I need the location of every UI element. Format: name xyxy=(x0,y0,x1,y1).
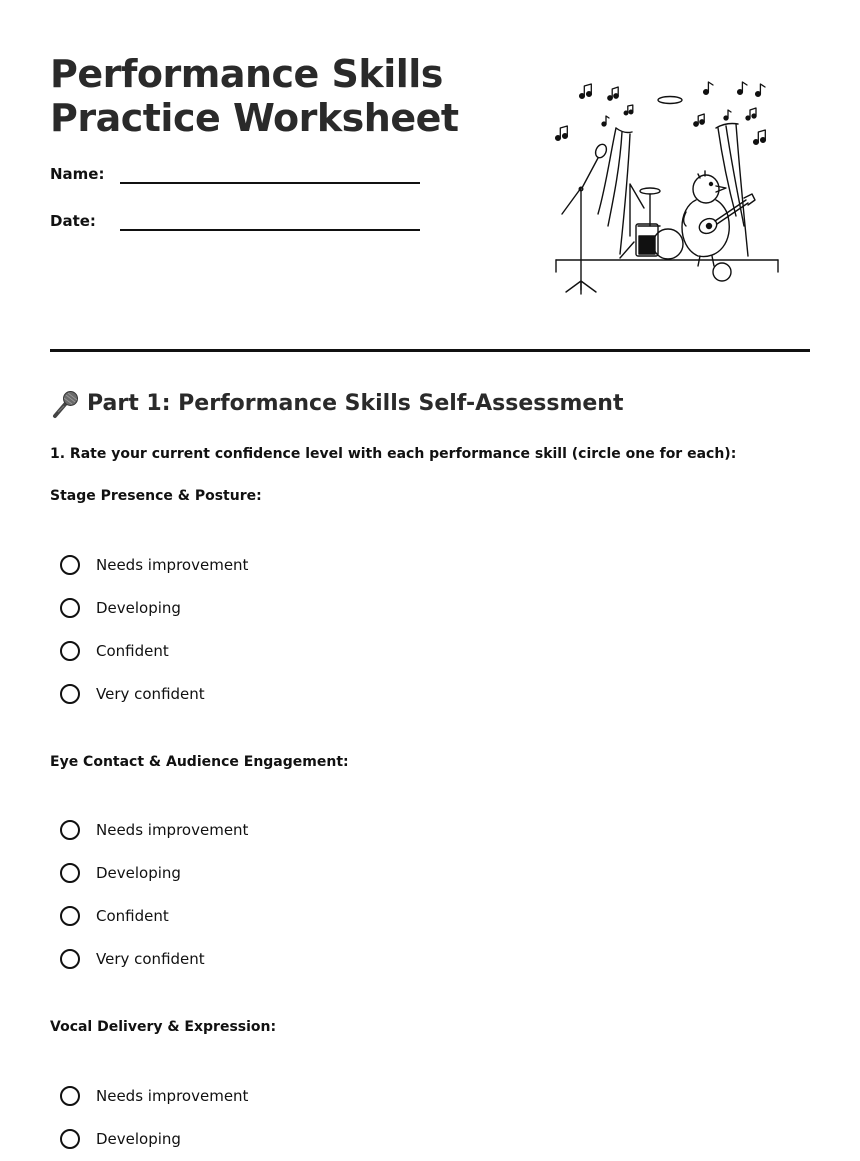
rating-option[interactable] xyxy=(60,1083,248,1109)
rating-option[interactable] xyxy=(60,552,248,578)
music-notes-icon xyxy=(556,82,780,144)
title-line-2: Practice Worksheet xyxy=(50,96,459,140)
option-label: Developing xyxy=(96,599,181,617)
date-label: Date: xyxy=(50,212,96,230)
option-label: Very confident xyxy=(96,685,205,703)
radio-circle[interactable] xyxy=(60,684,80,704)
rating-option[interactable] xyxy=(60,903,169,929)
option-label: Developing xyxy=(96,864,181,882)
rating-option[interactable] xyxy=(60,681,205,707)
chick-playing-guitar-on-stage-icon xyxy=(550,76,780,300)
microphone-icon xyxy=(50,389,80,419)
rating-option[interactable] xyxy=(60,1126,181,1152)
question-1: 1. Rate your current confidence level with each performance skill (circle one for each): xyxy=(50,446,737,462)
guitar-icon xyxy=(697,194,755,236)
radio-circle[interactable] xyxy=(60,820,80,840)
rating-option[interactable] xyxy=(60,946,205,972)
option-label: Confident xyxy=(96,642,169,660)
date-field[interactable] xyxy=(50,211,420,235)
radio-circle[interactable] xyxy=(60,598,80,618)
name-line[interactable] xyxy=(120,182,420,184)
worksheet-header xyxy=(50,0,810,350)
worksheet-title xyxy=(50,52,459,140)
microphone-stand-icon xyxy=(562,143,608,294)
radio-circle[interactable] xyxy=(60,1086,80,1106)
skill-group-title: Vocal Delivery & Expression: xyxy=(50,1019,277,1035)
section-divider xyxy=(50,349,810,352)
name-field[interactable] xyxy=(50,164,420,188)
drum-kit-icon xyxy=(620,184,683,259)
skill-group-title: Stage Presence & Posture: xyxy=(50,488,262,504)
option-label: Developing xyxy=(96,1130,181,1148)
name-label: Name: xyxy=(50,165,105,183)
worksheet-page xyxy=(50,0,810,1148)
radio-circle[interactable] xyxy=(60,555,80,575)
rating-option[interactable] xyxy=(60,638,169,664)
option-label: Needs improvement xyxy=(96,1087,249,1105)
rating-option[interactable] xyxy=(60,817,248,843)
option-label: Confident xyxy=(96,907,169,925)
radio-circle[interactable] xyxy=(60,949,80,969)
radio-circle[interactable] xyxy=(60,1129,80,1149)
skill-group-title: Eye Contact & Audience Engagement: xyxy=(50,754,349,770)
title-line-1: Performance Skills xyxy=(50,52,443,96)
rating-option[interactable] xyxy=(60,595,181,621)
radio-circle[interactable] xyxy=(60,641,80,661)
date-line[interactable] xyxy=(120,229,420,231)
rating-option[interactable] xyxy=(60,860,181,886)
option-label: Very confident xyxy=(96,950,205,968)
part1-heading-text: Part 1: Performance Skills Self-Assessment xyxy=(87,391,624,416)
radio-circle[interactable] xyxy=(60,863,80,883)
part1-heading xyxy=(50,386,623,422)
option-label: Needs improvement xyxy=(96,556,249,574)
radio-circle[interactable] xyxy=(60,906,80,926)
option-label: Needs improvement xyxy=(96,821,249,839)
